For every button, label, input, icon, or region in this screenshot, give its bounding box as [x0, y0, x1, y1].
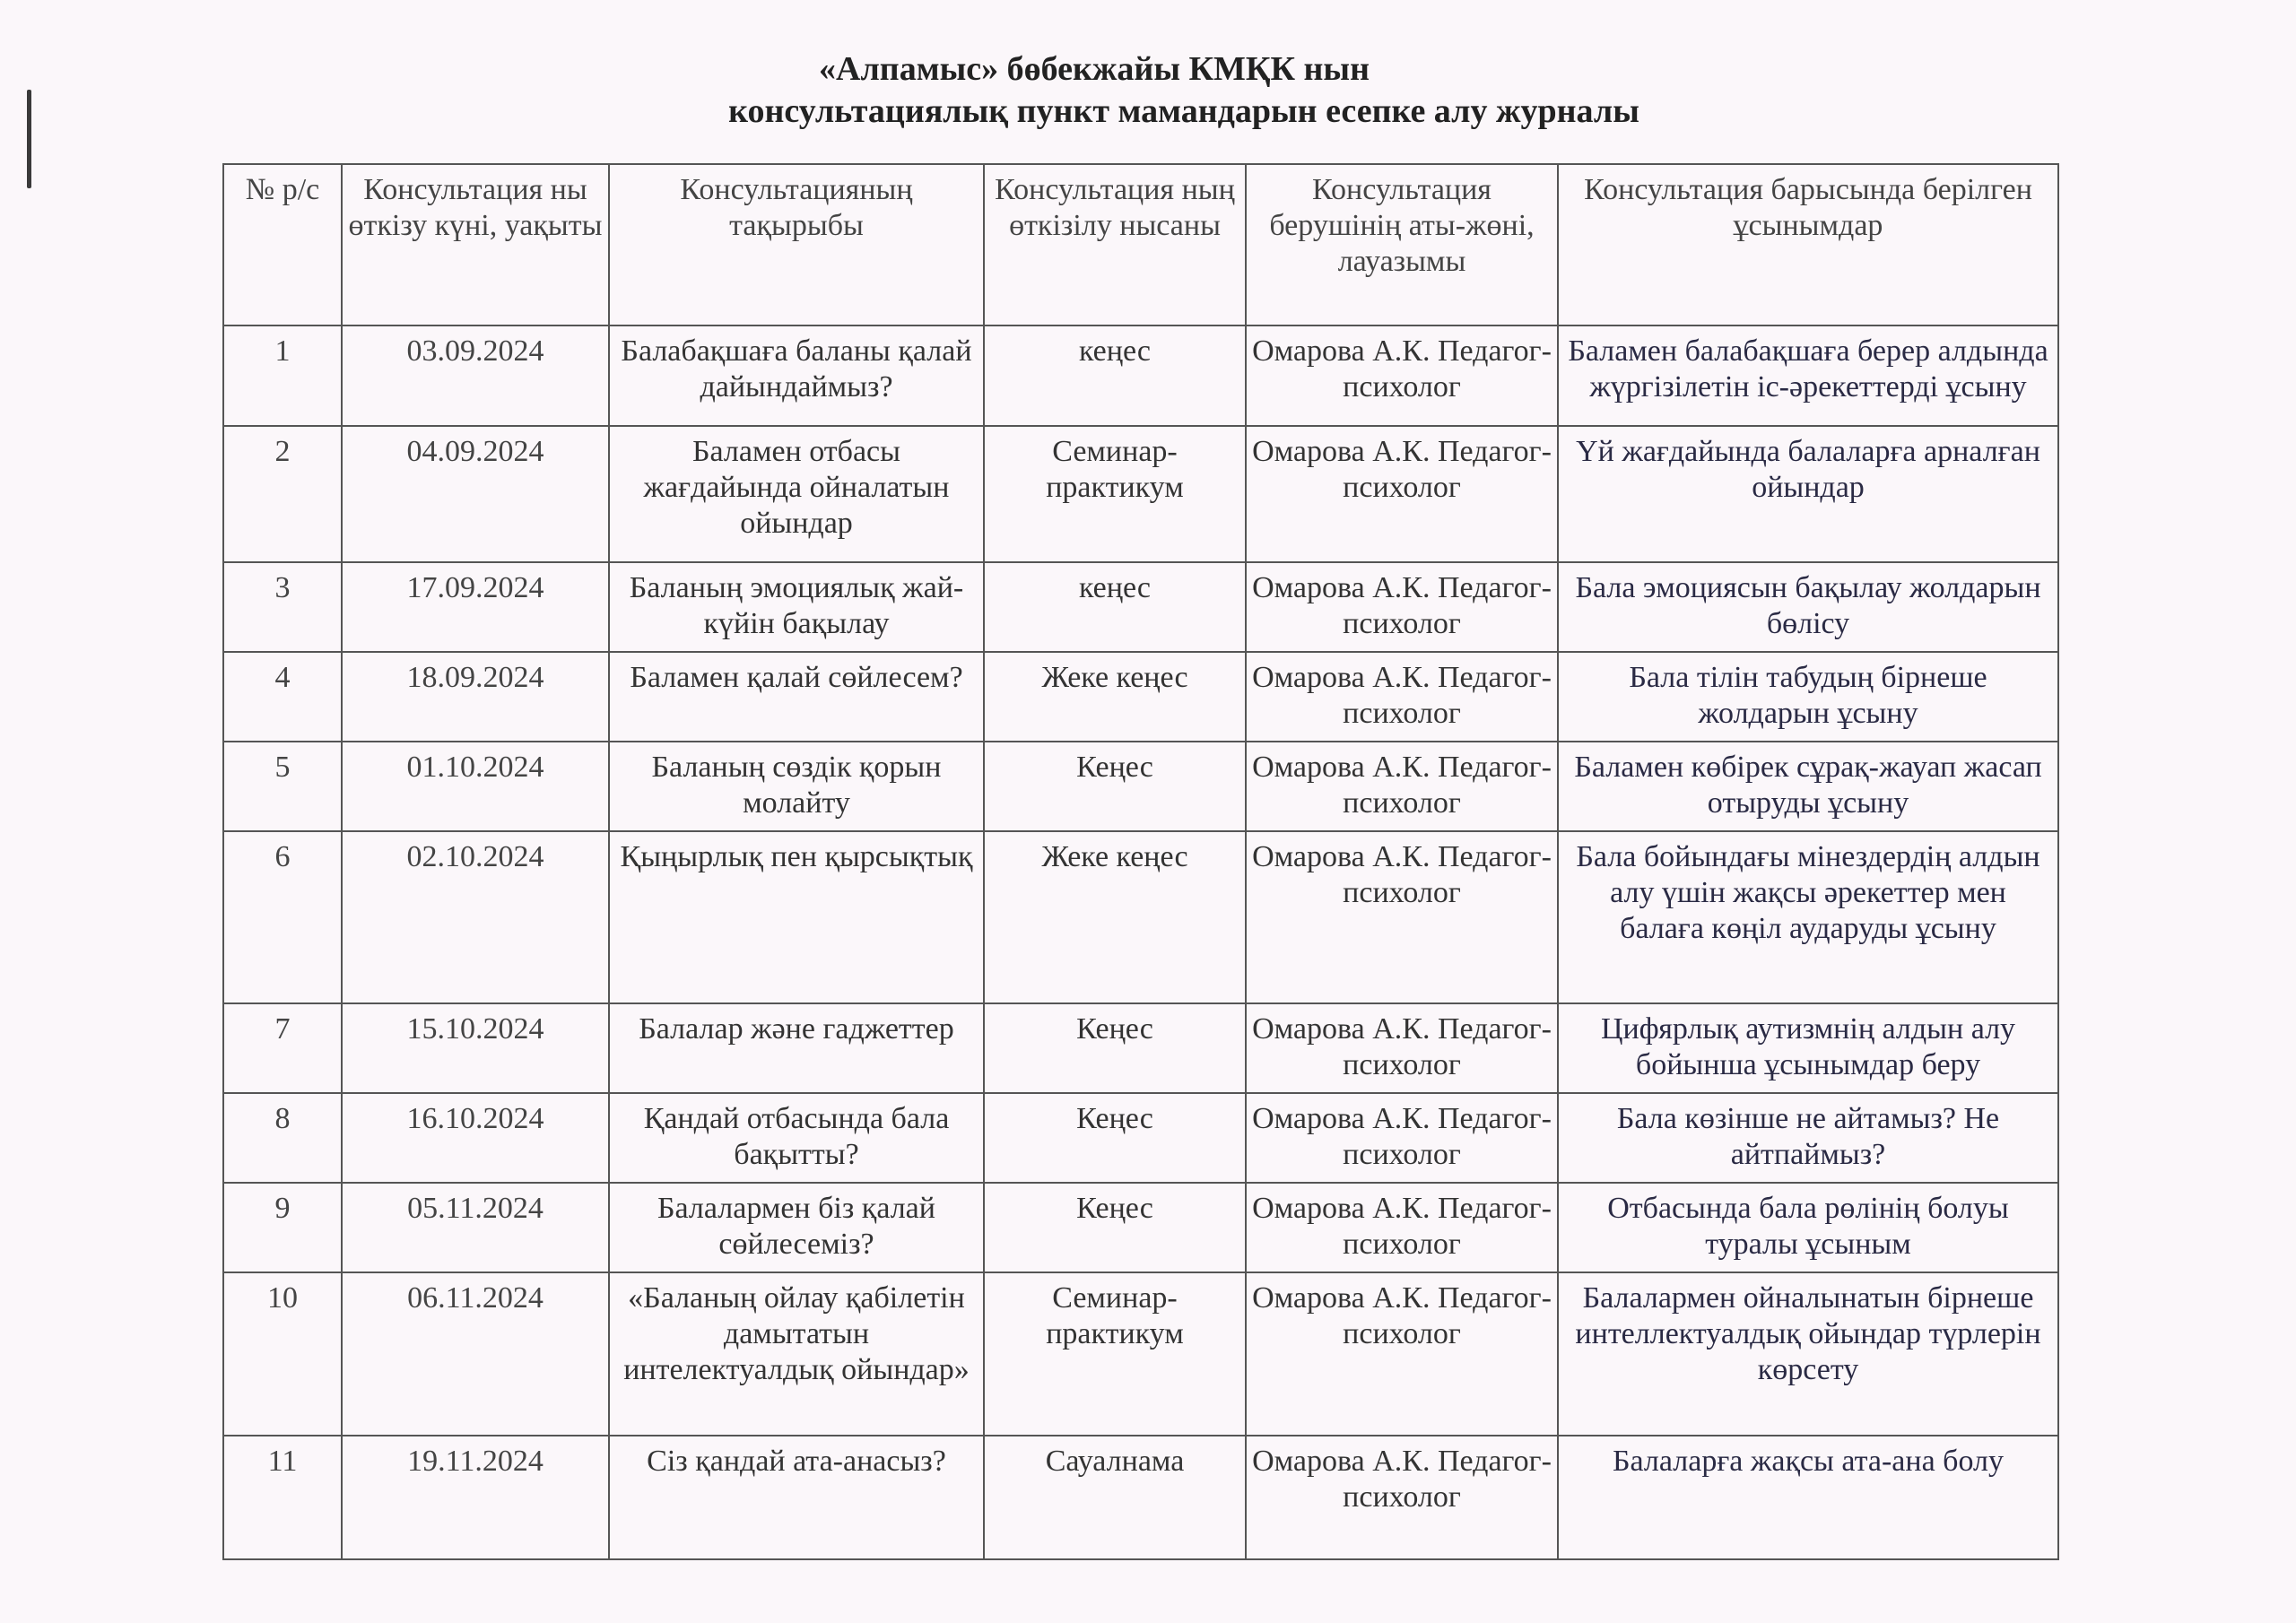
- table-row: [223, 1183, 2058, 1272]
- row-form: Кеңес: [984, 1093, 1246, 1183]
- row-topic: Қыңырлық пен қырсықтық: [609, 831, 984, 1003]
- table-row: [223, 1003, 2058, 1093]
- row-recommendation: Бала тілін табудың бірнеше жолдарын ұсыну: [1558, 652, 2058, 742]
- row-date: 19.11.2024: [342, 1436, 609, 1559]
- row-recommendation: Цифярлық аутизмнің алдын алу бойынша ұсынымдар беру: [1558, 1003, 2058, 1093]
- row-topic: Баламен қалай сөйлесем?: [609, 652, 984, 742]
- row-topic: Балалар және гаджеттер: [609, 1003, 984, 1093]
- row-form: кеңес: [984, 325, 1246, 426]
- row-number: 9: [223, 1183, 342, 1272]
- row-topic: «Баланың ойлау қабілетін дамытатын интелектуалдық ойындар»: [609, 1272, 984, 1436]
- row-date: 16.10.2024: [342, 1093, 609, 1183]
- column-header-number: № р/с: [223, 164, 342, 325]
- row-number: 11: [223, 1436, 342, 1559]
- row-recommendation: Балалармен ойналынатын бірнеше интеллектуалдық ойындар түрлерін көрсету: [1558, 1272, 2058, 1436]
- document-title: «Алпамыс» бөбекжайы КМҚК нын: [819, 50, 1370, 88]
- row-number: 4: [223, 652, 342, 742]
- row-topic: Баламен отбасы жағдайында ойналатын ойындар: [609, 426, 984, 562]
- row-recommendation: Отбасында бала рөлінің болуы туралы ұсыным: [1558, 1183, 2058, 1272]
- row-form: Кеңес: [984, 1183, 1246, 1272]
- row-number: 2: [223, 426, 342, 562]
- table-row: [223, 831, 2058, 1003]
- row-recommendation: Бала эмоциясын бақылау жолдарын бөлісу: [1558, 562, 2058, 652]
- row-topic: Балабақшаға баланы қалай дайындаймыз?: [609, 325, 984, 426]
- row-date: 03.09.2024: [342, 325, 609, 426]
- row-form: Сауалнама: [984, 1436, 1246, 1559]
- row-form: Жеке кеңес: [984, 652, 1246, 742]
- document-subtitle: консультациялық пункт мамандарын есепке алу журналы: [728, 92, 1639, 130]
- row-consultant: Омарова А.К. Педагог-психолог: [1246, 652, 1558, 742]
- consultation-journal-table: [222, 163, 2059, 1560]
- row-number: 3: [223, 562, 342, 652]
- row-topic: Баланың сөздік қорын молайту: [609, 742, 984, 831]
- row-topic: Баланың эмоциялық жай-күйін бақылау: [609, 562, 984, 652]
- row-topic: Қандай отбасында бала бақытты?: [609, 1093, 984, 1183]
- row-consultant: Омарова А.К. Педагог-психолог: [1246, 1436, 1558, 1559]
- row-consultant: Омарова А.К. Педагог-психолог: [1246, 426, 1558, 562]
- table-row: [223, 742, 2058, 831]
- row-consultant: Омарова А.К. Педагог-психолог: [1246, 1003, 1558, 1093]
- row-consultant: Омарова А.К. Педагог-психолог: [1246, 562, 1558, 652]
- row-consultant: Омарова А.К. Педагог-психолог: [1246, 1093, 1558, 1183]
- row-date: 05.11.2024: [342, 1183, 609, 1272]
- table-row: [223, 562, 2058, 652]
- table-row: [223, 652, 2058, 742]
- table-row: [223, 1272, 2058, 1436]
- row-number: 7: [223, 1003, 342, 1093]
- table-row: [223, 426, 2058, 562]
- table-row: [223, 1436, 2058, 1559]
- row-form: Жеке кеңес: [984, 831, 1246, 1003]
- column-header-recommendations: Консультация барысында берілген ұсынымдар: [1558, 164, 2058, 325]
- row-recommendation: Балаларға жақсы ата-ана болу: [1558, 1436, 2058, 1559]
- row-topic: Балалармен біз қалай сөйлесеміз?: [609, 1183, 984, 1272]
- row-date: 18.09.2024: [342, 652, 609, 742]
- row-consultant: Омарова А.К. Педагог-психолог: [1246, 831, 1558, 1003]
- row-number: 5: [223, 742, 342, 831]
- row-date: 04.09.2024: [342, 426, 609, 562]
- row-date: 17.09.2024: [342, 562, 609, 652]
- row-consultant: Омарова А.К. Педагог-психолог: [1246, 325, 1558, 426]
- scan-edge-mark: [27, 90, 31, 188]
- row-consultant: Омарова А.К. Педагог-психолог: [1246, 1272, 1558, 1436]
- column-header-date: Консультация ны өткізу күні, уақыты: [342, 164, 609, 325]
- row-form: Кеңес: [984, 742, 1246, 831]
- row-date: 06.11.2024: [342, 1272, 609, 1436]
- column-header-form: Консультация ның өткізілу нысаны: [984, 164, 1246, 325]
- row-recommendation: Үй жағдайында балаларға арналған ойындар: [1558, 426, 2058, 562]
- row-number: 8: [223, 1093, 342, 1183]
- row-recommendation: Бала бойындағы мінездердің алдын алу үшін жақсы әрекеттер мен балаға көңіл аударуды ұсыну: [1558, 831, 2058, 1003]
- row-form: Семинар-практикум: [984, 1272, 1246, 1436]
- table-header-row: [223, 164, 2058, 325]
- row-consultant: Омарова А.К. Педагог-психолог: [1246, 742, 1558, 831]
- row-date: 15.10.2024: [342, 1003, 609, 1093]
- row-consultant: Омарова А.К. Педагог-психолог: [1246, 1183, 1558, 1272]
- row-date: 02.10.2024: [342, 831, 609, 1003]
- table-row: [223, 325, 2058, 426]
- table-row: [223, 1093, 2058, 1183]
- row-number: 6: [223, 831, 342, 1003]
- column-header-consultant: Консультация берушінің аты-жөні, лауазымы: [1246, 164, 1558, 325]
- row-form: Семинар-практикум: [984, 426, 1246, 562]
- row-recommendation: Бала көзінше не айтамыз? Не айтпаймыз?: [1558, 1093, 2058, 1183]
- row-form: кеңес: [984, 562, 1246, 652]
- row-date: 01.10.2024: [342, 742, 609, 831]
- row-topic: Сіз қандай ата-анасыз?: [609, 1436, 984, 1559]
- row-recommendation: Баламен көбірек сұрақ-жауап жасап отыруды ұсыну: [1558, 742, 2058, 831]
- row-form: Кеңес: [984, 1003, 1246, 1093]
- row-number: 1: [223, 325, 342, 426]
- row-recommendation: Баламен балабақшаға берер алдында жүргізілетін іс-әрекеттерді ұсыну: [1558, 325, 2058, 426]
- row-number: 10: [223, 1272, 342, 1436]
- column-header-topic: Консультацияның тақырыбы: [609, 164, 984, 325]
